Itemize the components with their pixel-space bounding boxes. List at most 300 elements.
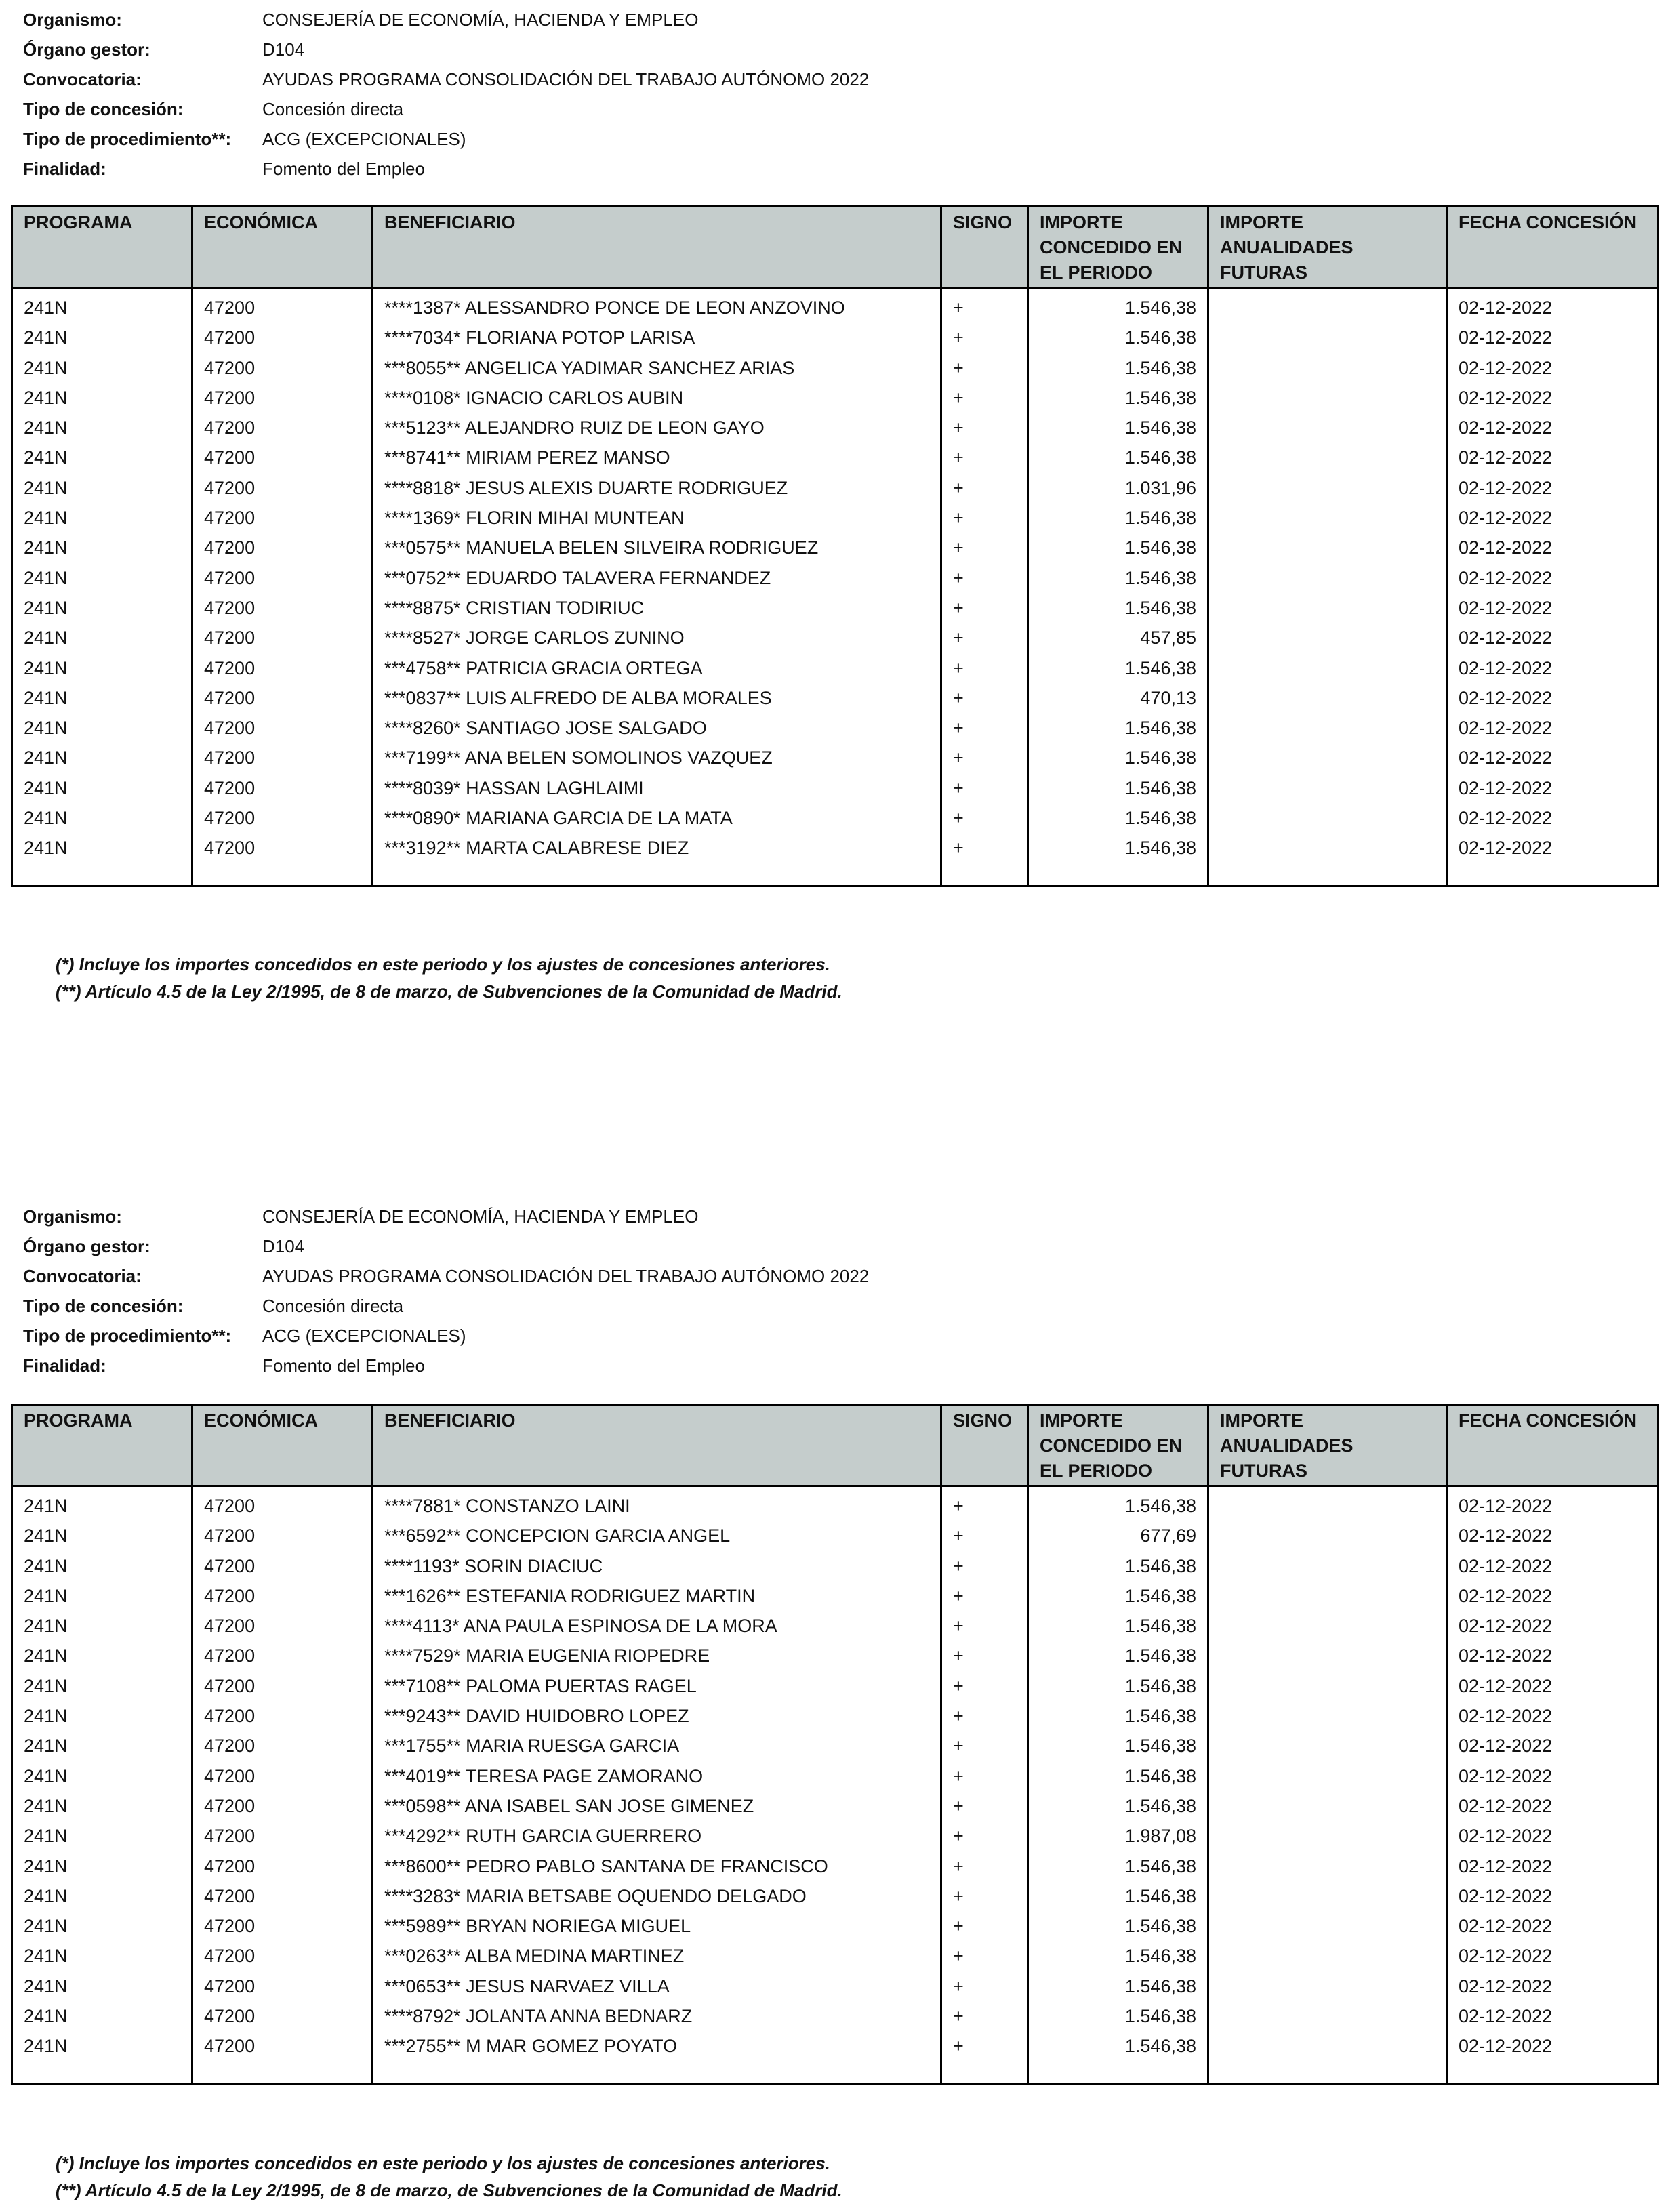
cell-importe: 1.546,38 bbox=[1124, 1675, 1196, 1696]
meta-row-organo bbox=[23, 35, 869, 64]
cell-economica: 47200 bbox=[204, 1916, 256, 1937]
column-header-fecha: FECHA CONCESIÓN bbox=[1459, 1410, 1637, 1431]
header-metadata bbox=[23, 5, 869, 184]
cell-economica: 47200 bbox=[204, 1946, 256, 1967]
cell-fecha: 02-12-2022 bbox=[1459, 747, 1553, 769]
cell-programa: 241N bbox=[24, 1706, 68, 1727]
cell-economica: 47200 bbox=[204, 1765, 256, 1786]
cell-signo: + bbox=[953, 1765, 964, 1786]
cell-fecha: 02-12-2022 bbox=[1459, 1885, 1553, 1906]
cell-fecha: 02-12-2022 bbox=[1459, 777, 1553, 798]
meta-value: D104 bbox=[262, 1236, 305, 1256]
cell-anualidades bbox=[1209, 1701, 1446, 1731]
cell-signo: + bbox=[953, 808, 964, 829]
cell-signo: + bbox=[953, 1555, 964, 1576]
header-line: EL PERIODO bbox=[1040, 1460, 1153, 1481]
cell-programa: 241N bbox=[24, 298, 68, 318]
column-header-programa: PROGRAMA bbox=[13, 1406, 193, 1485]
cell-signo: + bbox=[953, 537, 964, 558]
column-header-anualidades bbox=[1209, 207, 1448, 287]
cell-beneficiario: ****8039* HASSAN LAGHLAIMI bbox=[384, 777, 644, 798]
cell-signo: + bbox=[953, 1856, 964, 1877]
cell-anualidades bbox=[1209, 1551, 1446, 1581]
meta-row-convocatoria bbox=[23, 1261, 869, 1291]
cell-economica: 47200 bbox=[204, 508, 256, 529]
cell-economica: 47200 bbox=[204, 2036, 256, 2057]
cell-beneficiario: ***4019** TERESA PAGE ZAMORANO bbox=[384, 1765, 704, 1786]
cell-importe: 1.546,38 bbox=[1124, 357, 1196, 378]
cell-anualidades bbox=[1209, 803, 1446, 833]
column-header-beneficiario: BENEFICIARIO bbox=[373, 1406, 942, 1485]
cell-importe: 1.546,38 bbox=[1124, 718, 1196, 739]
cell-economica: 47200 bbox=[204, 1826, 256, 1847]
cell-programa: 241N bbox=[24, 1975, 68, 1996]
cell-signo: + bbox=[953, 1675, 964, 1696]
cell-programa: 241N bbox=[24, 1856, 68, 1877]
cell-fecha: 02-12-2022 bbox=[1459, 327, 1553, 348]
cell-signo: + bbox=[953, 417, 964, 438]
cell-importe: 677,69 bbox=[1140, 1525, 1196, 1547]
cell-beneficiario: ***8600** PEDRO PABLO SANTANA DE FRANCISCO bbox=[384, 1856, 828, 1877]
header-line: IMPORTE bbox=[1220, 212, 1304, 232]
cell-beneficiario: ***7108** PALOMA PUERTAS RAGEL bbox=[384, 1675, 697, 1696]
cell-signo: + bbox=[953, 657, 964, 678]
cell-beneficiario: ****0108* IGNACIO CARLOS AUBIN bbox=[384, 387, 684, 408]
cell-economica: 47200 bbox=[204, 1585, 256, 1606]
cell-programa: 241N bbox=[24, 1795, 68, 1816]
cell-fecha: 02-12-2022 bbox=[1459, 808, 1553, 829]
cell-fecha: 02-12-2022 bbox=[1459, 838, 1553, 859]
cell-programa: 241N bbox=[24, 1885, 68, 1906]
cell-signo: + bbox=[953, 747, 964, 769]
column-beneficiario bbox=[373, 289, 942, 885]
cell-anualidades bbox=[1209, 443, 1446, 472]
cell-anualidades bbox=[1209, 833, 1446, 863]
cell-signo: + bbox=[953, 777, 964, 798]
cell-economica: 47200 bbox=[204, 628, 256, 649]
column-signo bbox=[942, 1487, 1029, 2083]
cell-importe: 457,85 bbox=[1140, 628, 1196, 649]
cell-importe: 1.546,38 bbox=[1124, 298, 1196, 318]
cell-anualidades bbox=[1209, 563, 1446, 593]
cell-signo: + bbox=[953, 2006, 964, 2027]
meta-row-finalidad bbox=[23, 154, 869, 184]
column-fecha bbox=[1448, 1487, 1657, 2083]
cell-anualidades bbox=[1209, 1941, 1446, 1971]
cell-anualidades bbox=[1209, 1491, 1446, 1521]
cell-economica: 47200 bbox=[204, 657, 256, 678]
cell-beneficiario: ****1193* SORIN DIACIUC bbox=[384, 1555, 603, 1576]
column-fecha bbox=[1448, 289, 1657, 885]
cell-signo: + bbox=[953, 1645, 964, 1666]
cell-programa: 241N bbox=[24, 1736, 68, 1757]
cell-signo: + bbox=[953, 327, 964, 348]
footnote-1: (*) Incluye los importes concedidos en este periodo y los ajustes de concesiones anteriores. bbox=[56, 954, 830, 975]
cell-anualidades bbox=[1209, 533, 1446, 562]
cell-programa: 241N bbox=[24, 628, 68, 649]
cell-anualidades bbox=[1209, 503, 1446, 533]
column-anualidades bbox=[1209, 289, 1448, 885]
column-header-fecha: FECHA CONCESIÓN bbox=[1459, 212, 1637, 232]
cell-economica: 47200 bbox=[204, 1555, 256, 1576]
cell-importe: 1.546,38 bbox=[1124, 657, 1196, 678]
cell-programa: 241N bbox=[24, 417, 68, 438]
column-header-importe bbox=[1029, 1406, 1209, 1485]
meta-label: Convocatoria: bbox=[23, 69, 142, 89]
cell-programa: 241N bbox=[24, 1675, 68, 1696]
cell-signo: + bbox=[953, 597, 964, 618]
cell-anualidades bbox=[1209, 683, 1446, 713]
cell-importe: 1.546,38 bbox=[1124, 1736, 1196, 1757]
cell-economica: 47200 bbox=[204, 1675, 256, 1696]
cell-fecha: 02-12-2022 bbox=[1459, 1675, 1553, 1696]
cell-economica: 47200 bbox=[204, 298, 256, 318]
meta-value: AYUDAS PROGRAMA CONSOLIDACIÓN DEL TRABAJO AUTÓNOMO 2022 bbox=[262, 1266, 870, 1286]
meta-value: Concesión directa bbox=[262, 1296, 404, 1316]
cell-fecha: 02-12-2022 bbox=[1459, 1706, 1553, 1727]
meta-label: Finalidad: bbox=[23, 1355, 106, 1376]
cell-beneficiario: ****7881* CONSTANZO LAINI bbox=[384, 1496, 630, 1516]
cell-beneficiario: ****1369* FLORIN MIHAI MUNTEAN bbox=[384, 508, 685, 529]
cell-importe: 1.546,38 bbox=[1124, 1975, 1196, 1996]
cell-beneficiario: ****8818* JESUS ALEXIS DUARTE RODRIGUEZ bbox=[384, 477, 788, 498]
cell-signo: + bbox=[953, 447, 964, 468]
cell-importe: 1.546,38 bbox=[1124, 387, 1196, 408]
cell-beneficiario: ***1755** MARIA RUESGA GARCIA bbox=[384, 1736, 680, 1757]
cell-anualidades bbox=[1209, 1881, 1446, 1911]
cell-fecha: 02-12-2022 bbox=[1459, 1856, 1553, 1877]
cell-programa: 241N bbox=[24, 1555, 68, 1576]
cell-importe: 1.546,38 bbox=[1124, 747, 1196, 769]
cell-anualidades bbox=[1209, 713, 1446, 743]
cell-fecha: 02-12-2022 bbox=[1459, 1645, 1553, 1666]
cell-beneficiario: ***8055** ANGELICA YADIMAR SANCHEZ ARIAS bbox=[384, 357, 795, 378]
cell-signo: + bbox=[953, 357, 964, 378]
column-header-economica: ECONÓMICA bbox=[193, 207, 373, 287]
cell-importe: 1.546,38 bbox=[1124, 447, 1196, 468]
cell-fecha: 02-12-2022 bbox=[1459, 1496, 1553, 1516]
header-line: IMPORTE bbox=[1040, 212, 1124, 232]
cell-programa: 241N bbox=[24, 747, 68, 769]
cell-economica: 47200 bbox=[204, 1795, 256, 1816]
cell-signo: + bbox=[953, 838, 964, 859]
cell-signo: + bbox=[953, 1826, 964, 1847]
cell-beneficiario: ****7034* FLORIANA POTOP LARISA bbox=[384, 327, 695, 348]
cell-beneficiario: ***8741** MIRIAM PEREZ MANSO bbox=[384, 447, 670, 468]
cell-fecha: 02-12-2022 bbox=[1459, 1555, 1553, 1576]
cell-beneficiario: ***5123** ALEJANDRO RUIZ DE LEON GAYO bbox=[384, 417, 765, 438]
cell-fecha: 02-12-2022 bbox=[1459, 357, 1553, 378]
cell-signo: + bbox=[953, 1496, 964, 1516]
cell-fecha: 02-12-2022 bbox=[1459, 1736, 1553, 1757]
meta-value: CONSEJERÍA DE ECONOMÍA, HACIENDA Y EMPLEO bbox=[262, 9, 699, 30]
cell-programa: 241N bbox=[24, 1616, 68, 1637]
column-header-signo: SIGNO bbox=[942, 1406, 1029, 1485]
cell-economica: 47200 bbox=[204, 1496, 256, 1516]
cell-economica: 47200 bbox=[204, 357, 256, 378]
cell-programa: 241N bbox=[24, 1916, 68, 1937]
cell-anualidades bbox=[1209, 353, 1446, 383]
table-header bbox=[13, 207, 1657, 289]
cell-importe: 1.546,38 bbox=[1124, 1706, 1196, 1727]
column-programa bbox=[13, 289, 193, 885]
cell-anualidades bbox=[1209, 1911, 1446, 1941]
header-metadata bbox=[23, 1202, 869, 1380]
cell-anualidades bbox=[1209, 1731, 1446, 1761]
cell-anualidades bbox=[1209, 1761, 1446, 1791]
cell-fecha: 02-12-2022 bbox=[1459, 718, 1553, 739]
cell-programa: 241N bbox=[24, 808, 68, 829]
cell-anualidades bbox=[1209, 383, 1446, 413]
cell-beneficiario: ****8527* JORGE CARLOS ZUNINO bbox=[384, 628, 685, 649]
cell-programa: 241N bbox=[24, 1826, 68, 1847]
footnote-2: (**) Artículo 4.5 de la Ley 2/1995, de 8 de marzo, de Subvenciones de la Comunidad de Madrid. bbox=[56, 981, 842, 1002]
cell-fecha: 02-12-2022 bbox=[1459, 537, 1553, 558]
cell-signo: + bbox=[953, 2036, 964, 2057]
column-economica bbox=[193, 1487, 373, 2083]
cell-economica: 47200 bbox=[204, 808, 256, 829]
cell-fecha: 02-12-2022 bbox=[1459, 1525, 1553, 1547]
meta-label: Organismo: bbox=[23, 1206, 122, 1227]
cell-importe: 1.546,38 bbox=[1124, 1885, 1196, 1906]
cell-signo: + bbox=[953, 1916, 964, 1937]
cell-economica: 47200 bbox=[204, 417, 256, 438]
cell-economica: 47200 bbox=[204, 1856, 256, 1877]
cell-fecha: 02-12-2022 bbox=[1459, 628, 1553, 649]
column-header-importe bbox=[1029, 207, 1209, 287]
cell-economica: 47200 bbox=[204, 2006, 256, 2027]
cell-fecha: 02-12-2022 bbox=[1459, 567, 1553, 588]
cell-programa: 241N bbox=[24, 838, 68, 859]
cell-programa: 241N bbox=[24, 357, 68, 378]
cell-programa: 241N bbox=[24, 508, 68, 529]
cell-fecha: 02-12-2022 bbox=[1459, 1765, 1553, 1786]
meta-row-organismo bbox=[23, 5, 869, 35]
meta-label: Tipo de concesión: bbox=[23, 1296, 184, 1316]
cell-importe: 1.546,38 bbox=[1124, 597, 1196, 618]
column-importe bbox=[1029, 1487, 1209, 2083]
cell-fecha: 02-12-2022 bbox=[1459, 597, 1553, 618]
cell-programa: 241N bbox=[24, 777, 68, 798]
meta-value: ACG (EXCEPCIONALES) bbox=[262, 129, 466, 149]
column-anualidades bbox=[1209, 1487, 1448, 2083]
cell-anualidades bbox=[1209, 323, 1446, 352]
cell-anualidades bbox=[1209, 2031, 1446, 2061]
cell-beneficiario: ***6592** CONCEPCION GARCIA ANGEL bbox=[384, 1525, 731, 1547]
footnote-1: (*) Incluye los importes concedidos en este periodo y los ajustes de concesiones anteriores. bbox=[56, 2153, 830, 2173]
meta-label: Órgano gestor: bbox=[23, 1236, 150, 1256]
cell-signo: + bbox=[953, 1525, 964, 1547]
meta-value: AYUDAS PROGRAMA CONSOLIDACIÓN DEL TRABAJO AUTÓNOMO 2022 bbox=[262, 69, 870, 89]
cell-fecha: 02-12-2022 bbox=[1459, 1585, 1553, 1606]
cell-signo: + bbox=[953, 1946, 964, 1967]
cell-importe: 1.546,38 bbox=[1124, 1856, 1196, 1877]
cell-programa: 241N bbox=[24, 387, 68, 408]
meta-row-tipo-procedimiento bbox=[23, 124, 869, 154]
cell-beneficiario: ***9243** DAVID HUIDOBRO LOPEZ bbox=[384, 1706, 689, 1727]
cell-fecha: 02-12-2022 bbox=[1459, 387, 1553, 408]
meta-row-tipo-concesion bbox=[23, 1291, 869, 1321]
cell-fecha: 02-12-2022 bbox=[1459, 657, 1553, 678]
cell-economica: 47200 bbox=[204, 1645, 256, 1666]
cell-anualidades bbox=[1209, 1791, 1446, 1821]
cell-anualidades bbox=[1209, 473, 1446, 503]
header-line: EL PERIODO bbox=[1040, 262, 1153, 283]
cell-anualidades bbox=[1209, 1821, 1446, 1851]
column-importe bbox=[1029, 289, 1209, 885]
cell-importe: 1.546,38 bbox=[1124, 1496, 1196, 1516]
cell-programa: 241N bbox=[24, 567, 68, 588]
cell-beneficiario: ****8260* SANTIAGO JOSE SALGADO bbox=[384, 718, 707, 739]
cell-anualidades bbox=[1209, 1851, 1446, 1881]
column-header-signo: SIGNO bbox=[942, 207, 1029, 287]
meta-label: Finalidad: bbox=[23, 159, 106, 179]
cell-programa: 241N bbox=[24, 447, 68, 468]
cell-importe: 1.546,38 bbox=[1124, 1555, 1196, 1576]
cell-signo: + bbox=[953, 567, 964, 588]
cell-beneficiario: ***4292** RUTH GARCIA GUERRERO bbox=[384, 1826, 702, 1847]
cell-anualidades bbox=[1209, 1641, 1446, 1671]
cell-beneficiario: ****8792* JOLANTA ANNA BEDNARZ bbox=[384, 2006, 693, 2027]
header-line: FUTURAS bbox=[1220, 1460, 1307, 1481]
cell-economica: 47200 bbox=[204, 387, 256, 408]
column-header-programa: PROGRAMA bbox=[13, 207, 193, 287]
cell-beneficiario: ***0653** JESUS NARVAEZ VILLA bbox=[384, 1975, 670, 1996]
cell-programa: 241N bbox=[24, 1525, 68, 1547]
cell-beneficiario: ***0598** ANA ISABEL SAN JOSE GIMENEZ bbox=[384, 1795, 754, 1816]
cell-importe: 1.546,38 bbox=[1124, 838, 1196, 859]
header-line: CONCEDIDO EN bbox=[1040, 1435, 1183, 1456]
cell-programa: 241N bbox=[24, 718, 68, 739]
cell-economica: 47200 bbox=[204, 718, 256, 739]
cell-programa: 241N bbox=[24, 657, 68, 678]
cell-beneficiario: ***0837** LUIS ALFREDO DE ALBA MORALES bbox=[384, 687, 772, 708]
cell-signo: + bbox=[953, 387, 964, 408]
cell-importe: 1.546,38 bbox=[1124, 1616, 1196, 1637]
cell-importe: 1.546,38 bbox=[1124, 537, 1196, 558]
column-header-beneficiario: BENEFICIARIO bbox=[373, 207, 942, 287]
column-beneficiario bbox=[373, 1487, 942, 2083]
cell-importe: 470,13 bbox=[1140, 687, 1196, 708]
cell-signo: + bbox=[953, 718, 964, 739]
cell-fecha: 02-12-2022 bbox=[1459, 417, 1553, 438]
cell-economica: 47200 bbox=[204, 1975, 256, 1996]
cell-anualidades bbox=[1209, 413, 1446, 443]
cell-programa: 241N bbox=[24, 2006, 68, 2027]
cell-signo: + bbox=[953, 1795, 964, 1816]
cell-signo: + bbox=[953, 1975, 964, 1996]
cell-fecha: 02-12-2022 bbox=[1459, 298, 1553, 318]
cell-economica: 47200 bbox=[204, 1706, 256, 1727]
cell-fecha: 02-12-2022 bbox=[1459, 477, 1553, 498]
cell-fecha: 02-12-2022 bbox=[1459, 1946, 1553, 1967]
cell-fecha: 02-12-2022 bbox=[1459, 1826, 1553, 1847]
cell-importe: 1.546,38 bbox=[1124, 1795, 1196, 1816]
cell-beneficiario: ***0752** EDUARDO TALAVERA FERNANDEZ bbox=[384, 567, 771, 588]
header-line: IMPORTE bbox=[1040, 1410, 1124, 1431]
cell-signo: + bbox=[953, 628, 964, 649]
cell-anualidades bbox=[1209, 1611, 1446, 1641]
cell-anualidades bbox=[1209, 743, 1446, 773]
cell-importe: 1.546,38 bbox=[1124, 2006, 1196, 2027]
cell-importe: 1.546,38 bbox=[1124, 1765, 1196, 1786]
cell-fecha: 02-12-2022 bbox=[1459, 1916, 1553, 1937]
cell-programa: 241N bbox=[24, 2036, 68, 2057]
cell-anualidades bbox=[1209, 293, 1446, 323]
cell-importe: 1.546,38 bbox=[1124, 2036, 1196, 2057]
cell-signo: + bbox=[953, 508, 964, 529]
cell-beneficiario: ***0575** MANUELA BELEN SILVEIRA RODRIGUEZ bbox=[384, 537, 819, 558]
table-body bbox=[13, 1487, 1657, 2083]
cell-beneficiario: ****4113* ANA PAULA ESPINOSA DE LA MORA bbox=[384, 1616, 777, 1637]
meta-value: Fomento del Empleo bbox=[262, 159, 425, 179]
concessions-table bbox=[11, 205, 1659, 887]
cell-anualidades bbox=[1209, 623, 1446, 653]
cell-programa: 241N bbox=[24, 1585, 68, 1606]
cell-beneficiario: ***1626** ESTEFANIA RODRIGUEZ MARTIN bbox=[384, 1585, 756, 1606]
cell-beneficiario: ***3192** MARTA CALABRESE DIEZ bbox=[384, 838, 689, 859]
cell-importe: 1.546,38 bbox=[1124, 1585, 1196, 1606]
header-line: FUTURAS bbox=[1220, 262, 1307, 283]
cell-signo: + bbox=[953, 1885, 964, 1906]
meta-row-tipo-procedimiento bbox=[23, 1321, 869, 1351]
cell-programa: 241N bbox=[24, 1645, 68, 1666]
cell-economica: 47200 bbox=[204, 567, 256, 588]
cell-signo: + bbox=[953, 1585, 964, 1606]
cell-fecha: 02-12-2022 bbox=[1459, 1795, 1553, 1816]
cell-economica: 47200 bbox=[204, 327, 256, 348]
concessions-table bbox=[11, 1404, 1659, 2085]
column-programa bbox=[13, 1487, 193, 2083]
cell-fecha: 02-12-2022 bbox=[1459, 1616, 1553, 1637]
cell-beneficiario: ****0890* MARIANA GARCIA DE LA MATA bbox=[384, 808, 733, 829]
cell-economica: 47200 bbox=[204, 777, 256, 798]
meta-label: Tipo de procedimiento**: bbox=[23, 1326, 232, 1346]
column-signo bbox=[942, 289, 1029, 885]
cell-programa: 241N bbox=[24, 1496, 68, 1516]
cell-economica: 47200 bbox=[204, 1525, 256, 1547]
cell-economica: 47200 bbox=[204, 597, 256, 618]
cell-fecha: 02-12-2022 bbox=[1459, 447, 1553, 468]
cell-economica: 47200 bbox=[204, 1736, 256, 1757]
cell-beneficiario: ***2755** M MAR GOMEZ POYATO bbox=[384, 2036, 678, 2057]
cell-economica: 47200 bbox=[204, 747, 256, 769]
cell-beneficiario: ****7529* MARIA EUGENIA RIOPEDRE bbox=[384, 1645, 710, 1666]
cell-anualidades bbox=[1209, 1521, 1446, 1551]
meta-row-convocatoria bbox=[23, 64, 869, 94]
meta-label: Tipo de procedimiento**: bbox=[23, 129, 232, 149]
meta-label: Convocatoria: bbox=[23, 1266, 142, 1286]
cell-signo: + bbox=[953, 1736, 964, 1757]
cell-importe: 1.546,38 bbox=[1124, 567, 1196, 588]
meta-label: Organismo: bbox=[23, 9, 122, 30]
cell-importe: 1.546,38 bbox=[1124, 508, 1196, 529]
cell-programa: 241N bbox=[24, 597, 68, 618]
cell-importe: 1.546,38 bbox=[1124, 1916, 1196, 1937]
cell-programa: 241N bbox=[24, 477, 68, 498]
cell-importe: 1.546,38 bbox=[1124, 808, 1196, 829]
cell-importe: 1.546,38 bbox=[1124, 1946, 1196, 1967]
meta-row-tipo-concesion bbox=[23, 94, 869, 124]
cell-economica: 47200 bbox=[204, 477, 256, 498]
cell-anualidades bbox=[1209, 1581, 1446, 1611]
meta-row-organo bbox=[23, 1231, 869, 1261]
header-line: ANUALIDADES bbox=[1220, 237, 1353, 258]
cell-importe: 1.546,38 bbox=[1124, 327, 1196, 348]
footnotes bbox=[56, 951, 842, 1005]
cell-fecha: 02-12-2022 bbox=[1459, 2006, 1553, 2027]
meta-value: ACG (EXCEPCIONALES) bbox=[262, 1326, 466, 1346]
